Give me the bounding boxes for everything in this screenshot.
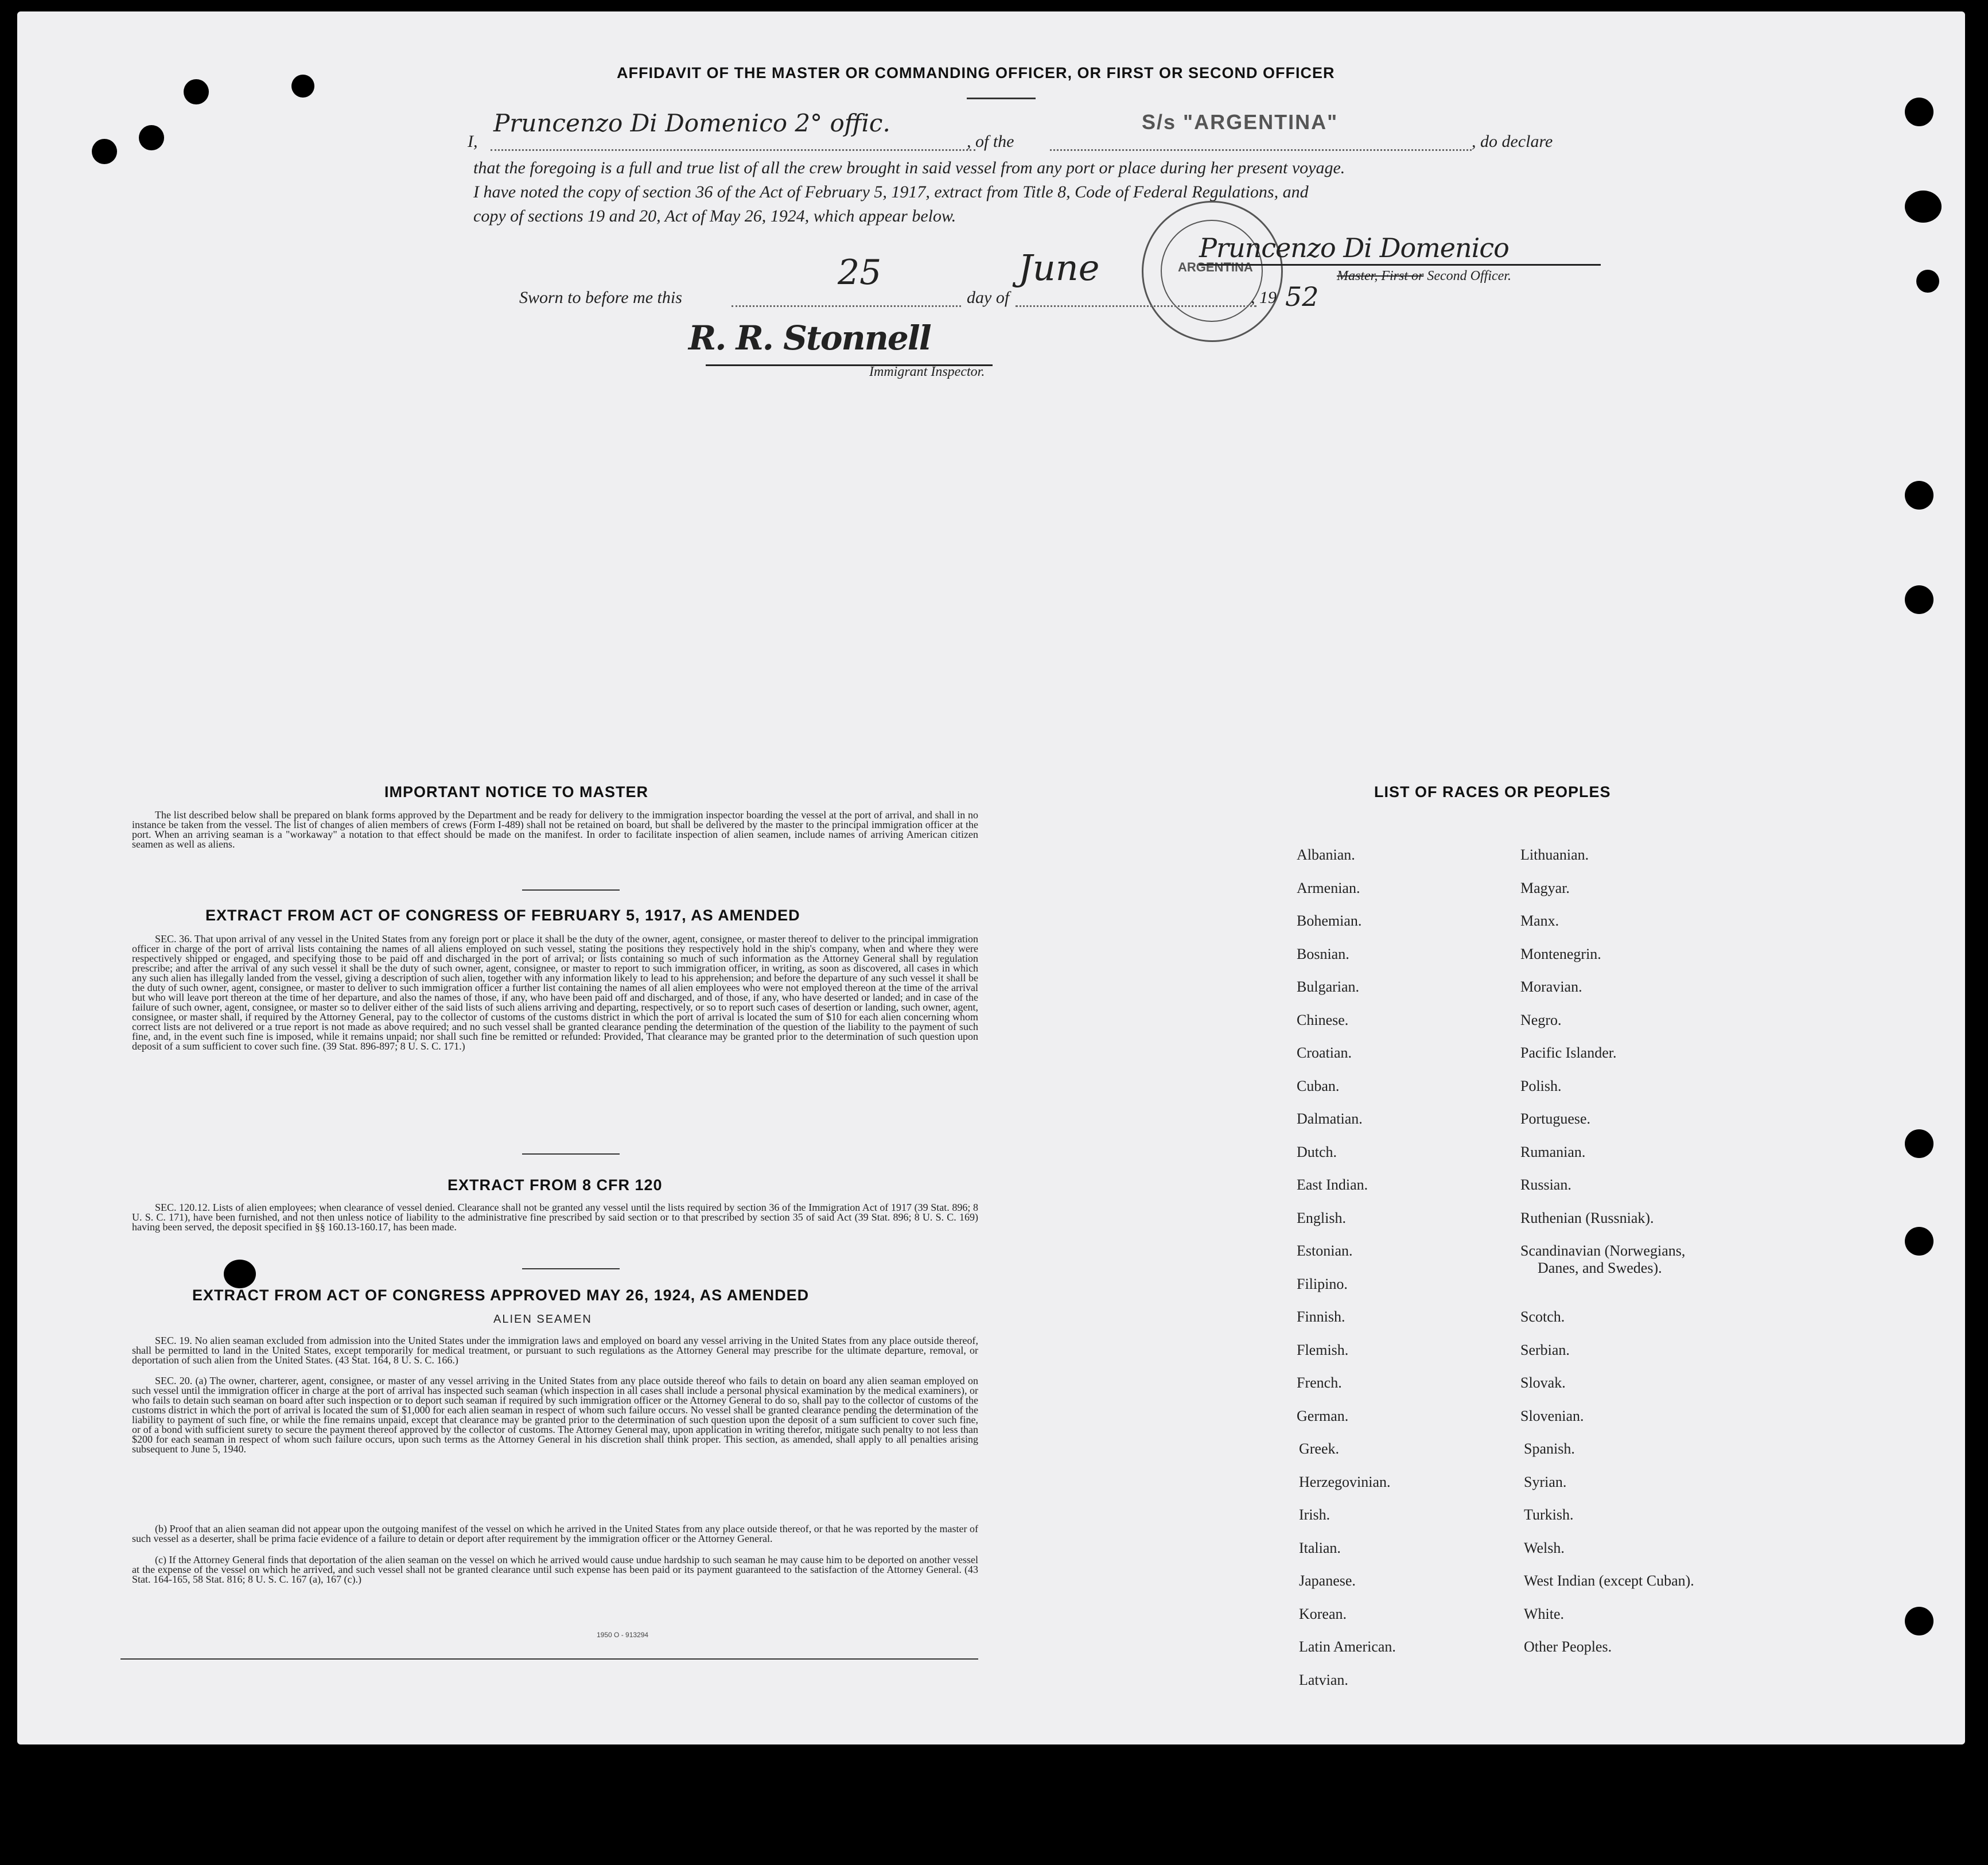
affidavit-line1-suffix: , do declare <box>1472 132 1553 151</box>
race-item: English. <box>1297 1209 1346 1226</box>
caption-master-struck: Master, First or <box>1337 269 1424 283</box>
race-item: Irish. <box>1299 1506 1330 1523</box>
document-sheet <box>17 11 1965 1744</box>
inspector-signature: R. R. Stonnell <box>688 318 931 358</box>
alien-seamen-subtitle: ALIEN SEAMEN <box>493 1313 592 1326</box>
race-item: Bosnian. <box>1297 945 1349 962</box>
extract-1917-body: SEC. 36. That upon arrival of any vessel in the United States from any foreign port or place it shall be the duty of the owner, agent, consignee, or master thereof to deliver to the principal immigration officer in charge of the port of arrival lists containing the names of all aliens employed on such vessel, stating the positions they respectively hold in the ship's company, when and where they were respectively shipped or engaged, and specifying those to be paid off and discharged in the port of arrival; or lists containing so much of such information as the Attorney General shall by regulation prescribe; and after the arrival of any such vessel it shall be the duty of such owner, agent, consignee, or master to report to such immigration officer, in writing, as soon as discovered, all cases in which any such alien has illegally landed from the vessel, giving a description of such alien, together with any information likely to lead to his apprehension; and before the departure of any such vessel it shall be the duty of such owner, agent, consignee, or master to deliver to such immigration officer a further list containing the names of all alien employees who were not employed thereon at the time of the arrival but who will leave port thereon at the time of her departure, and also the names of those, if any, who have been paid off and discharged, and of those, if any, who have deserted or landed; and in case of the failure of such owner, agent, consignee, or master so to deliver either of the said lists of such aliens arriving and departing, respectively, or so to report such cases of desertion or landing, such owner, agent, consignee, or master shall, if required by the Attorney General, pay to the collector of customs of the customs district in which the port of arrival is located the sum of $10 for each alien concerning whom correct lists are not delivered or a true report is not made as above required; and no such vessel shall be granted clearance pending the determination of the question of the liability to the payment of such fine, and, in the event such fine is imposed, while it remains unpaid; nor shall such fine be remitted or refunded: Provided, That clearance may be granted prior to the determination of such question upon deposit of a sum sufficient to cover such fine. (39 Stat. 896-897; 8 U. S. C. 171.) <box>132 933 978 1052</box>
stamp-text: ARGENTINA <box>1178 260 1253 274</box>
punch-hole <box>291 75 314 98</box>
officer-signature-line <box>1199 264 1601 266</box>
title-rule <box>967 98 1036 99</box>
official-seal-stamp <box>1142 201 1283 342</box>
race-item: Scotch. <box>1520 1308 1565 1325</box>
officer-name-handwritten: Pruncenzo Di Domenico 2° offic. <box>493 109 890 137</box>
race-item: Greek. <box>1299 1440 1340 1457</box>
race-item: Welsh. <box>1524 1539 1565 1556</box>
race-item: Other Peoples. <box>1524 1638 1612 1655</box>
race-item: Rumanian. <box>1520 1143 1586 1160</box>
year-handwritten: 52 <box>1285 281 1319 312</box>
race-item: East Indian. <box>1297 1176 1368 1193</box>
race-item: Serbian. <box>1520 1341 1570 1358</box>
race-item: Pacific Islander. <box>1520 1044 1617 1061</box>
punch-hole <box>1916 270 1939 293</box>
race-item: Albanian. <box>1297 846 1355 863</box>
sec19-body: SEC. 19. No alien seaman excluded from admission into the United States under the immigration laws and employed on board any vessel arriving in the United States from any place outside thereof, shall be permitted to land in the United States, except temporarily for medical treatment, or pursuant to such regulations as the Attorney General may prescribe for the ultimate departure, removal, or deportation of such alien from the United States. (43 Stat. 164, 8 U. S. C. 166.) <box>132 1335 978 1366</box>
ink-blot <box>224 1260 256 1288</box>
race-item: Armenian. <box>1297 879 1360 896</box>
race-item: Polish. <box>1520 1077 1562 1094</box>
race-item: Finnish. <box>1297 1308 1345 1325</box>
notice-title: IMPORTANT NOTICE TO MASTER <box>384 783 648 801</box>
punch-hole <box>1905 98 1933 126</box>
race-item: Russian. <box>1520 1176 1571 1193</box>
extract-cfr-body: SEC. 120.12. Lists of alien employees; when clearance of vessel denied. Clearance shall not be granted any vessel until the lists required by section 36 of the Immigration Act of 1917 (39 Stat. 896; 8 U. S. C. 171), have been furnished, and not then unless notice of liability to the administrative fine prescribed by said section or to that prescribed by section 35 of said Act (39 Stat. 896; 8 U. S. C. 169) having been served, the deposit specified in §§ 160.13-160.17, has been made. <box>132 1202 978 1233</box>
race-item: Syrian. <box>1524 1473 1567 1490</box>
race-item: Italian. <box>1299 1539 1341 1556</box>
race-item: Bohemian. <box>1297 912 1362 929</box>
month-handwritten: June <box>1018 247 1100 289</box>
race-item: Latin American. <box>1299 1638 1396 1655</box>
race-item: Chinese. <box>1297 1011 1349 1028</box>
race-item: Dutch. <box>1297 1143 1337 1160</box>
year-prefix: , 19 <box>1251 288 1277 307</box>
caption-second-officer: Second Officer. <box>1423 269 1511 283</box>
punch-hole <box>1905 1227 1933 1256</box>
affidavit-body-line3: I have noted the copy of section 36 of the Act of February 5, 1917, extract from Title 8, Code of Federal Regulations, and <box>473 182 1309 201</box>
day-handwritten: 25 <box>838 252 882 293</box>
sec20b-body: (b) Proof that an alien seaman did not appear upon the outgoing manifest of the vessel on which he arrived in the United States from any place outside thereof, or that he was reported by the master of such vessel as a deserter, shall be prima facie evidence of a failure to detain or deport after requirement by the immigration officer or the Attorney General. <box>132 1523 978 1544</box>
printer-mark: 1950 O - 913294 <box>597 1631 649 1639</box>
dotted-line <box>491 149 975 151</box>
race-item: French. <box>1297 1374 1342 1391</box>
race-item: White. <box>1524 1605 1565 1622</box>
punch-hole <box>1905 481 1933 510</box>
punch-hole <box>1905 191 1942 223</box>
race-item: Slovak. <box>1520 1374 1566 1391</box>
affidavit-title: AFFIDAVIT OF THE MASTER OR COMMANDING OFFICER, OR FIRST OR SECOND OFFICER <box>617 64 1335 81</box>
sworn-prefix: Sworn to before me this <box>519 288 682 307</box>
punch-hole <box>1905 1129 1933 1158</box>
extract-1924-title: EXTRACT FROM ACT OF CONGRESS APPROVED MAY 26, 1924, AS AMENDED <box>192 1287 810 1304</box>
inspector-caption: Immigrant Inspector. <box>869 364 985 379</box>
race-item: Filipino. <box>1297 1275 1348 1292</box>
bottom-rule <box>120 1658 978 1660</box>
race-item: Flemish. <box>1297 1341 1349 1358</box>
race-item: Danes, and Swedes). <box>1538 1260 1662 1276</box>
race-item: Negro. <box>1520 1011 1562 1028</box>
race-item: Manx. <box>1520 912 1559 929</box>
extract-1917-title: EXTRACT FROM ACT OF CONGRESS OF FEBRUARY 5, 1917, AS AMENDED <box>205 907 800 924</box>
extract-cfr-title: EXTRACT FROM 8 CFR 120 <box>448 1176 663 1194</box>
race-item: Japanese. <box>1299 1572 1356 1589</box>
sec20c-body: (c) If the Attorney General finds that deportation of the alien seaman on the vessel on which he arrived would cause undue hardship to such seaman he may cause him to be deported on another vessel at the expense of the vessel on which he arrived, and such vessel shall not be granted clearance until such expense has been paid or its payment guaranteed to the satisfaction of the Attorney General. (43 Stat. 164-165, 58 Stat. 816; 8 U. S. C. 167 (a), 167 (c).) <box>132 1554 978 1585</box>
race-item: Bulgarian. <box>1297 978 1360 995</box>
affidavit-body-line4: copy of sections 19 and 20, Act of May 26, 1924, which appear below. <box>473 207 956 226</box>
race-item: Estonian. <box>1297 1242 1353 1259</box>
race-item: Dalmatian. <box>1297 1110 1363 1127</box>
affidavit-line1-prefix: I, <box>468 132 478 151</box>
race-item: West Indian (except Cuban). <box>1524 1572 1694 1589</box>
race-item: Korean. <box>1299 1605 1347 1622</box>
race-item: Cuban. <box>1297 1077 1340 1094</box>
affidavit-body-line2: that the foregoing is a full and true list of all the crew brought in said vessel from any port or place during her present voyage. <box>473 158 1345 177</box>
race-item: Herzegovinian. <box>1299 1473 1391 1490</box>
race-item: Latvian. <box>1299 1671 1348 1688</box>
race-item: Slovenian. <box>1520 1407 1584 1424</box>
race-item: Scandinavian (Norwegians, <box>1520 1242 1686 1259</box>
section-rule <box>522 889 620 891</box>
race-item: German. <box>1297 1407 1349 1424</box>
sec20a-body: SEC. 20. (a) The owner, charterer, agent, consignee, or master of any vessel arriving in the United States from any place outside thereof who fails to detain on board any alien seaman employed on such vessel until the immigration officer in charge at the port of arrival has inspected such seaman (which inspection in all cases shall include a personal physical examination by the medical examiners), or who fails to detain such seaman on board after such inspection or to deport such seaman if required by such immigration officer or the Attorney General to do so, shall pay to the collector of customs of the customs district in which the port of arrival is located the sum of $1,000 for each alien seaman in respect of whom such failure occurs. No vessel shall be granted clearance pending the determination of the liability to payment of such fine, or while the fine remains unpaid, except that clearance may be granted prior to the determination of such question upon the deposit of a sum sufficient to cover such fine, or of a bond with sufficient surety to secure the payment thereof approved by the collector of customs. The Attorney General may, upon application in writing therefor, mitigate such penalty to not less than $200 for each seaman in respect of whom such failure occurs, upon such terms as the Attorney General in his discretion shall think proper. This section, as amended, shall apply to all penalties arising subsequent to June 5, 1940. <box>132 1375 978 1455</box>
notice-body: The list described below shall be prepared on blank forms approved by the Department and be ready for delivery to the immigration inspector boarding the vessel at the port of arrival, and shall in no instance be taken from the vessel. The list of changes of alien members of crews (Form I-489) shall not be retained on board, but shall be delivered by the master to the principal immigration officer at the port. When an arriving seaman is a "workaway" a notation to that effect should be made on the manifest. In order to facilitate inspection of alien seamen, include names of arriving American citizen seamen as well as aliens. <box>132 809 978 850</box>
race-item: Ruthenian (Russniak). <box>1520 1209 1654 1226</box>
race-item: Moravian. <box>1520 978 1582 995</box>
officer-caption <box>1337 269 1511 284</box>
section-rule <box>522 1153 620 1155</box>
punch-hole <box>139 125 164 150</box>
dotted-line <box>1050 149 1472 151</box>
races-title: LIST OF RACES OR PEOPLES <box>1374 783 1611 801</box>
section-rule <box>522 1268 620 1269</box>
race-item: Portuguese. <box>1520 1110 1591 1127</box>
race-item: Croatian. <box>1297 1044 1352 1061</box>
punch-hole <box>1905 585 1933 614</box>
day-of: day of <box>967 288 1010 307</box>
race-item: Spanish. <box>1524 1440 1575 1457</box>
race-item: Montenegrin. <box>1520 945 1601 962</box>
vessel-name-stamped: S/s "ARGENTINA" <box>1142 110 1339 134</box>
punch-hole <box>1905 1607 1933 1635</box>
race-item: Lithuanian. <box>1520 846 1589 863</box>
race-item: Magyar. <box>1520 879 1570 896</box>
dotted-line <box>1016 305 1256 307</box>
race-item: Turkish. <box>1524 1506 1574 1523</box>
dotted-line <box>732 305 961 307</box>
punch-hole <box>92 139 117 164</box>
officer-signature: Pruncenzo Di Domenico <box>1199 232 1509 263</box>
affidavit-line1-of-the: , of the <box>967 132 1014 151</box>
punch-hole <box>184 79 209 104</box>
